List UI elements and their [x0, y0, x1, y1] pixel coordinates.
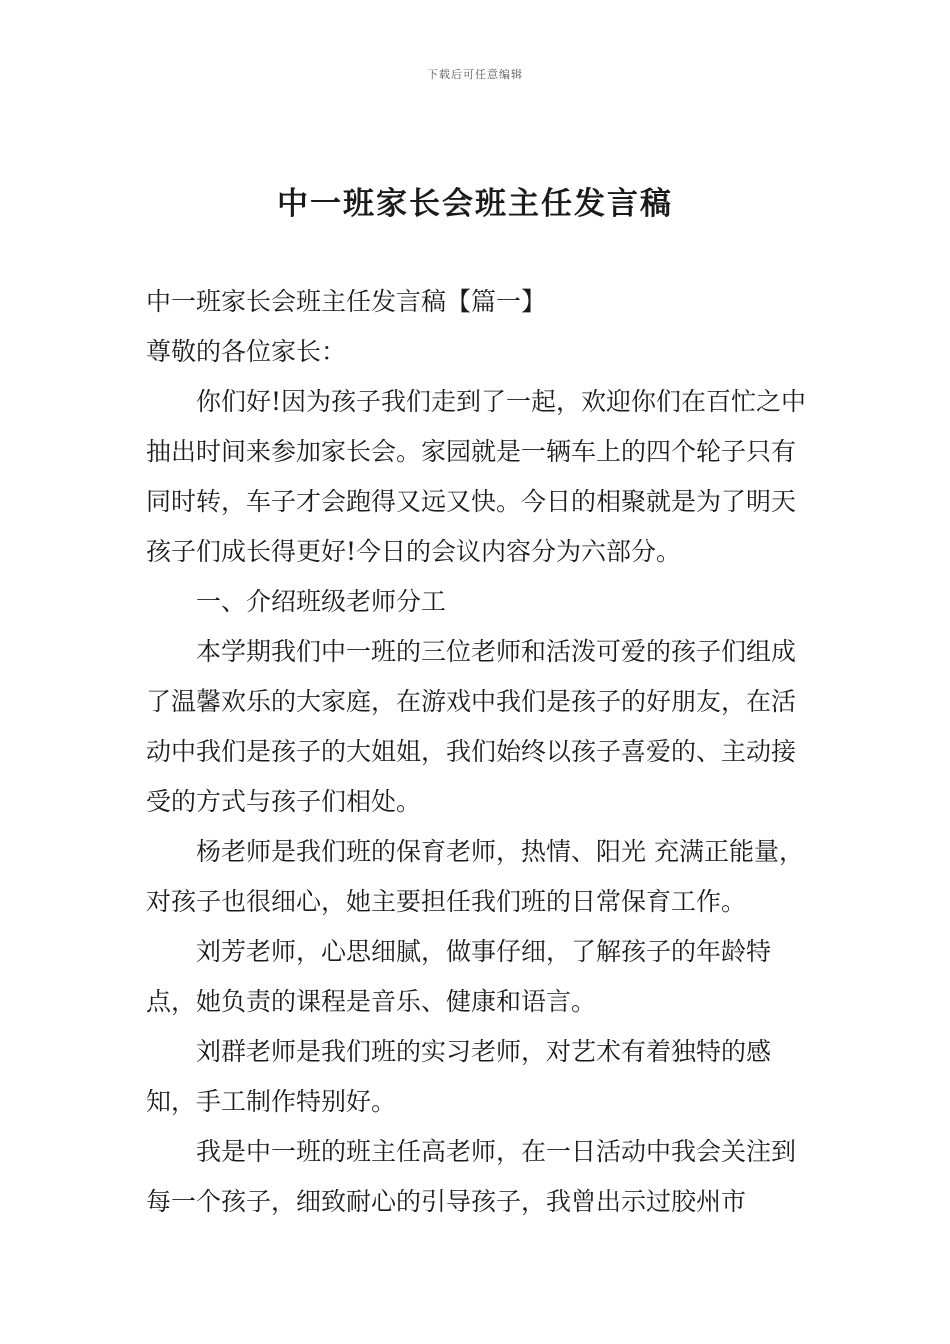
document-title: 中一班家长会班主任发言稿	[277, 186, 673, 222]
paragraph-teacher-liuqun: 刘群老师是我们班的实习老师，对艺术有着独特的感知，手工制作特别好。	[146, 1037, 772, 1116]
paragraph-class-intro: 本学期我们中一班的三位老师和活泼可爱的孩子们组成了温馨欢乐的大家庭，在游戏中我们是孩子的好朋友，在活动中我们是孩子的大姐姐，我们始终以孩子喜爱的、主动接受的方式与孩子们相处。	[146, 637, 797, 816]
header-note: 下载后可任意编辑	[427, 68, 523, 81]
document-body	[146, 277, 814, 1227]
paragraph-subheading: 一、介绍班级老师分工	[196, 587, 447, 616]
paragraph-greeting: 你们好!因为孩子我们走到了一起，欢迎你们在百忙之中抽出时间来参加家长会。家园就是一辆车上的四个轮子只有同时转，车子才会跑得又远又快。今日的相聚就是为了明天孩子们成长得更好!今日的会议内容分为六部分。	[146, 387, 807, 566]
section-heading: 中一班家长会班主任发言稿【篇一】	[146, 287, 547, 316]
paragraph-teacher-gao: 我是中一班的班主任高老师，在一日活动中我会关注到每一个孩子，细致耐心的引导孩子，我曾出示过胶州市	[146, 1137, 797, 1216]
paragraph-teacher-yang: 杨老师是我们班的保育老师，热情、阳光 充满正能量，对孩子也很细心，她主要担任我们班的日常保育工作。	[146, 837, 804, 916]
salutation: 尊敬的各位家长：	[146, 337, 347, 366]
paragraph-teacher-liufang: 刘芳老师，心思细腻，做事仔细，了解孩子的年龄特点，她负责的课程是音乐、健康和语言。	[146, 937, 772, 1016]
